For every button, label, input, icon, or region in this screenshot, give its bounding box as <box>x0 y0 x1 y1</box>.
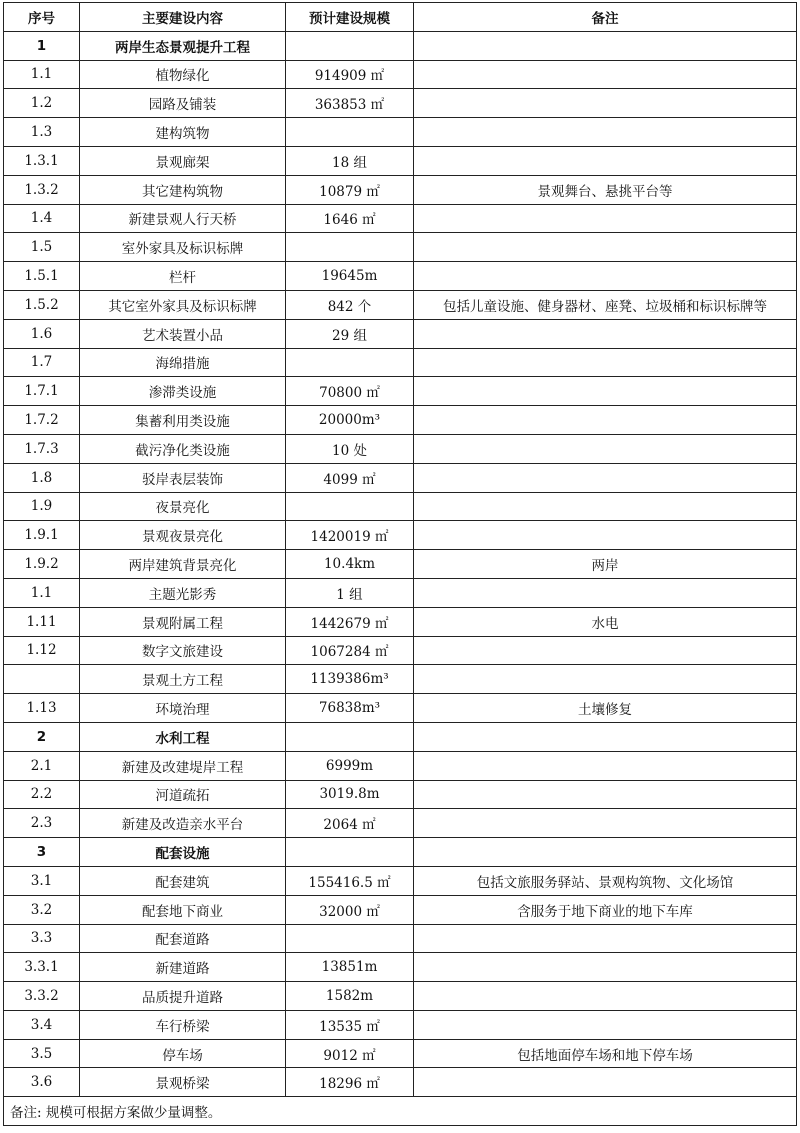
cell-scale <box>286 348 414 377</box>
cell-content: 数字文旅建设 <box>80 636 286 665</box>
cell-content: 景观附属工程 <box>80 607 286 636</box>
cell-no: 1.2 <box>4 89 80 118</box>
cell-scale: 29 组 <box>286 319 414 348</box>
header-scale: 预计建设规模 <box>286 3 414 32</box>
cell-scale: 70800 ㎡ <box>286 377 414 406</box>
table-row <box>4 866 797 895</box>
cell-remark <box>414 204 797 233</box>
cell-remark <box>414 463 797 492</box>
cell-content: 配套设施 <box>80 838 286 867</box>
cell-content: 驳岸表层装饰 <box>80 463 286 492</box>
table-row <box>4 175 797 204</box>
table-row <box>4 434 797 463</box>
table-row <box>4 665 797 694</box>
cell-remark <box>414 406 797 435</box>
note-row <box>4 1097 797 1126</box>
cell-no: 1.12 <box>4 636 80 665</box>
cell-remark <box>414 89 797 118</box>
cell-remark <box>414 434 797 463</box>
cell-scale: 1420019 ㎡ <box>286 521 414 550</box>
cell-content: 两岸建筑背景亮化 <box>80 550 286 579</box>
cell-scale: 4099 ㎡ <box>286 463 414 492</box>
cell-no: 3.2 <box>4 895 80 924</box>
table-row <box>4 118 797 147</box>
cell-scale: 1442679 ㎡ <box>286 607 414 636</box>
table-body <box>4 31 797 1096</box>
cell-scale: 1582m <box>286 982 414 1011</box>
cell-no: 1.7 <box>4 348 80 377</box>
cell-no: 1 <box>4 31 80 60</box>
cell-remark <box>414 262 797 291</box>
cell-content: 夜景亮化 <box>80 492 286 521</box>
cell-remark <box>414 982 797 1011</box>
table-row <box>4 578 797 607</box>
cell-no: 2.3 <box>4 809 80 838</box>
cell-remark: 两岸 <box>414 550 797 579</box>
cell-remark: 包括文旅服务驿站、景观构筑物、文化场馆 <box>414 866 797 895</box>
table-row <box>4 607 797 636</box>
cell-remark <box>414 1068 797 1097</box>
cell-remark <box>414 521 797 550</box>
table-row <box>4 694 797 723</box>
table-row <box>4 146 797 175</box>
cell-scale <box>286 838 414 867</box>
cell-scale <box>286 118 414 147</box>
cell-no: 1.11 <box>4 607 80 636</box>
cell-remark: 土壤修复 <box>414 694 797 723</box>
cell-no: 1.13 <box>4 694 80 723</box>
cell-content: 新建道路 <box>80 953 286 982</box>
cell-content: 配套道路 <box>80 924 286 953</box>
cell-scale: 363853 ㎡ <box>286 89 414 118</box>
table-row <box>4 348 797 377</box>
cell-content: 海绵措施 <box>80 348 286 377</box>
cell-remark: 水电 <box>414 607 797 636</box>
cell-no: 1.9.1 <box>4 521 80 550</box>
table-row <box>4 377 797 406</box>
construction-table <box>3 2 797 1126</box>
cell-scale: 3019.8m <box>286 780 414 809</box>
cell-content: 品质提升道路 <box>80 982 286 1011</box>
cell-scale: 10.4km <box>286 550 414 579</box>
table-row <box>4 463 797 492</box>
table-row <box>4 809 797 838</box>
table-row <box>4 982 797 1011</box>
cell-content: 植物绿化 <box>80 60 286 89</box>
cell-scale <box>286 31 414 60</box>
cell-scale: 1067284 ㎡ <box>286 636 414 665</box>
cell-content: 其它室外家具及标识标牌 <box>80 290 286 319</box>
table-row <box>4 319 797 348</box>
cell-remark <box>414 348 797 377</box>
table-row <box>4 1068 797 1097</box>
cell-no: 1.6 <box>4 319 80 348</box>
table-row <box>4 780 797 809</box>
cell-content: 新建及改造亲水平台 <box>80 809 286 838</box>
cell-content: 车行桥梁 <box>80 1010 286 1039</box>
cell-remark <box>414 953 797 982</box>
cell-no: 3.5 <box>4 1039 80 1068</box>
cell-remark <box>414 665 797 694</box>
table-row <box>4 751 797 780</box>
cell-content: 其它建构筑物 <box>80 175 286 204</box>
cell-no: 1.7.2 <box>4 406 80 435</box>
cell-no: 1.1 <box>4 60 80 89</box>
cell-scale: 76838m³ <box>286 694 414 723</box>
cell-remark <box>414 31 797 60</box>
table-row <box>4 722 797 751</box>
cell-remark <box>414 780 797 809</box>
cell-content: 园路及铺装 <box>80 89 286 118</box>
cell-no: 3.3.1 <box>4 953 80 982</box>
cell-remark <box>414 1010 797 1039</box>
table-row <box>4 895 797 924</box>
cell-no: 3.4 <box>4 1010 80 1039</box>
cell-no: 1.3.2 <box>4 175 80 204</box>
cell-no: 1.4 <box>4 204 80 233</box>
cell-content: 建构筑物 <box>80 118 286 147</box>
cell-no: 1.7.3 <box>4 434 80 463</box>
table-row <box>4 838 797 867</box>
cell-scale <box>286 233 414 262</box>
cell-content: 艺术装置小品 <box>80 319 286 348</box>
cell-scale: 6999m <box>286 751 414 780</box>
cell-scale: 2064 ㎡ <box>286 809 414 838</box>
table-row <box>4 636 797 665</box>
table-row <box>4 924 797 953</box>
header-content: 主要建设内容 <box>80 3 286 32</box>
cell-content: 截污净化类设施 <box>80 434 286 463</box>
table-row <box>4 262 797 291</box>
cell-content: 景观廊架 <box>80 146 286 175</box>
cell-no: 1.5.1 <box>4 262 80 291</box>
table-row <box>4 60 797 89</box>
cell-content: 集蓄利用类设施 <box>80 406 286 435</box>
cell-scale: 1 组 <box>286 578 414 607</box>
table-row <box>4 233 797 262</box>
cell-scale: 18296 ㎡ <box>286 1068 414 1097</box>
cell-remark <box>414 118 797 147</box>
cell-no: 1.8 <box>4 463 80 492</box>
header-no: 序号 <box>4 3 80 32</box>
cell-scale: 19645m <box>286 262 414 291</box>
cell-scale: 18 组 <box>286 146 414 175</box>
cell-remark: 含服务于地下商业的地下车库 <box>414 895 797 924</box>
cell-remark <box>414 751 797 780</box>
table-row <box>4 204 797 233</box>
cell-no: 1.9.2 <box>4 550 80 579</box>
cell-content: 景观土方工程 <box>80 665 286 694</box>
cell-scale: 10 处 <box>286 434 414 463</box>
table-row <box>4 31 797 60</box>
cell-content: 新建及改建堤岸工程 <box>80 751 286 780</box>
cell-remark <box>414 578 797 607</box>
table-row <box>4 1039 797 1068</box>
cell-remark <box>414 377 797 406</box>
cell-no: 2.1 <box>4 751 80 780</box>
cell-no: 1.3.1 <box>4 146 80 175</box>
note-text: 备注: 规模可根据方案做少量调整。 <box>4 1097 797 1126</box>
cell-no: 3 <box>4 838 80 867</box>
cell-remark <box>414 233 797 262</box>
cell-scale: 9012 ㎡ <box>286 1039 414 1068</box>
table-row <box>4 953 797 982</box>
cell-scale: 155416.5 ㎡ <box>286 866 414 895</box>
cell-no: 3.6 <box>4 1068 80 1097</box>
cell-scale <box>286 722 414 751</box>
cell-no: 3.3.2 <box>4 982 80 1011</box>
cell-no: 3.1 <box>4 866 80 895</box>
table-row <box>4 550 797 579</box>
cell-remark <box>414 492 797 521</box>
cell-scale: 10879 ㎡ <box>286 175 414 204</box>
cell-no: 1.1 <box>4 578 80 607</box>
cell-content: 景观夜景亮化 <box>80 521 286 550</box>
cell-remark <box>414 60 797 89</box>
cell-no: 1.7.1 <box>4 377 80 406</box>
cell-scale: 1139386m³ <box>286 665 414 694</box>
cell-scale: 842 个 <box>286 290 414 319</box>
cell-no: 2.2 <box>4 780 80 809</box>
cell-remark <box>414 319 797 348</box>
cell-remark <box>414 722 797 751</box>
cell-no: 3.3 <box>4 924 80 953</box>
document-page <box>3 2 797 1126</box>
cell-no: 1.5 <box>4 233 80 262</box>
table-header-row <box>4 3 797 32</box>
cell-content: 主题光影秀 <box>80 578 286 607</box>
cell-scale <box>286 492 414 521</box>
cell-content: 栏杆 <box>80 262 286 291</box>
cell-no: 2 <box>4 722 80 751</box>
cell-content: 环境治理 <box>80 694 286 723</box>
cell-remark <box>414 924 797 953</box>
cell-remark <box>414 146 797 175</box>
table-row <box>4 492 797 521</box>
table-row <box>4 521 797 550</box>
table-row <box>4 89 797 118</box>
cell-scale: 20000m³ <box>286 406 414 435</box>
cell-scale: 914909 ㎡ <box>286 60 414 89</box>
cell-scale: 32000 ㎡ <box>286 895 414 924</box>
cell-remark: 包括地面停车场和地下停车场 <box>414 1039 797 1068</box>
table-row <box>4 290 797 319</box>
cell-remark: 包括儿童设施、健身器材、座凳、垃圾桶和标识标牌等 <box>414 290 797 319</box>
cell-no: 1.9 <box>4 492 80 521</box>
cell-content: 景观桥梁 <box>80 1068 286 1097</box>
header-remark: 备注 <box>414 3 797 32</box>
cell-remark <box>414 838 797 867</box>
cell-content: 配套地下商业 <box>80 895 286 924</box>
cell-scale <box>286 924 414 953</box>
cell-scale: 13535 ㎡ <box>286 1010 414 1039</box>
cell-content: 水利工程 <box>80 722 286 751</box>
cell-content: 新建景观人行天桥 <box>80 204 286 233</box>
table-row <box>4 406 797 435</box>
cell-content: 两岸生态景观提升工程 <box>80 31 286 60</box>
cell-remark <box>414 636 797 665</box>
cell-remark <box>414 809 797 838</box>
cell-no: 1.5.2 <box>4 290 80 319</box>
cell-content: 配套建筑 <box>80 866 286 895</box>
cell-content: 室外家具及标识标牌 <box>80 233 286 262</box>
cell-no <box>4 665 80 694</box>
table-row <box>4 1010 797 1039</box>
cell-scale: 1646 ㎡ <box>286 204 414 233</box>
cell-content: 停车场 <box>80 1039 286 1068</box>
cell-content: 渗滞类设施 <box>80 377 286 406</box>
cell-scale: 13851m <box>286 953 414 982</box>
cell-remark: 景观舞台、悬挑平台等 <box>414 175 797 204</box>
cell-no: 1.3 <box>4 118 80 147</box>
cell-content: 河道疏拓 <box>80 780 286 809</box>
